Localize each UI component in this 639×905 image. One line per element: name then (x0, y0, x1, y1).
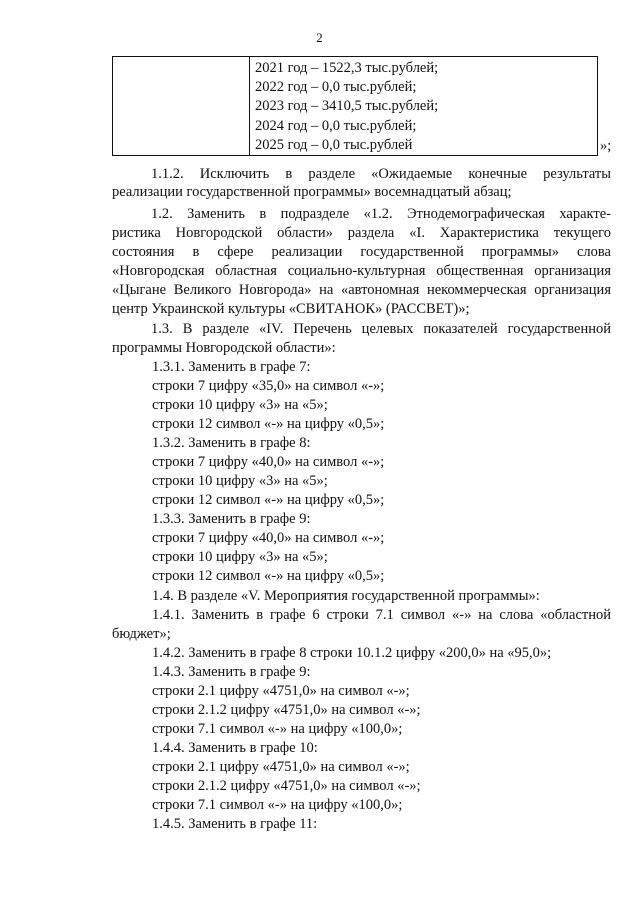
paragraph-line: 1.4.3. Заменить в графе 9: (152, 664, 311, 680)
table-cell-funding (255, 59, 438, 155)
paragraph-line: строки 7.1 символ «-» на цифру «100,0»; (152, 721, 403, 737)
paragraph-line: 1.4.2. Заменить в графе 8 строки 10.1.2 цифру «200,0» на «95,0»; (152, 645, 552, 661)
paragraph-line: 1.3.2. Заменить в графе 8: (152, 435, 311, 451)
paragraph-line: состояния в сфере реализации государственной программы» слова (112, 244, 611, 260)
paragraph-line: строки 12 символ «-» на цифру «0,5»; (152, 416, 385, 432)
paragraph-line: строки 10 цифру «3» на «5»; (152, 397, 328, 413)
paragraph-line: строки 2.1 цифру «4751,0» на символ «-»; (152, 683, 410, 699)
paragraph-line: реализации государственной программы» восемнадцатый абзац; (112, 184, 512, 200)
paragraph-line: 1.4.5. Заменить в графе 11: (152, 816, 318, 832)
paragraph-line: программы Новгородской области»: (112, 340, 336, 356)
funding-line-2023: 2023 год – 3410,5 тыс.рублей; (255, 98, 439, 115)
paragraph-line: 1.3.3. Заменить в графе 9: (152, 511, 311, 527)
paragraph-line: строки 7 цифру «40,0» на символ «-»; (152, 530, 385, 546)
funding-line-2024: 2024 год – 0,0 тыс.рублей; (255, 117, 417, 134)
paragraph-line: строки 12 символ «-» на цифру «0,5»; (152, 492, 385, 508)
budget-table (112, 56, 598, 156)
paragraph-line: «Цыгане Великого Новгорода» на «автономная некоммерческая организация (112, 282, 611, 298)
paragraph-line: строки 2.1.2 цифру «4751,0» на символ «-»; (152, 702, 421, 718)
paragraph-line: 1.1.2. Исключить в разделе «Ожидаемые конечные результаты (151, 166, 611, 182)
paragraph-line: строки 10 цифру «3» на «5»; (152, 473, 328, 489)
paragraph-line: строки 10 цифру «3» на «5»; (152, 549, 328, 565)
funding-line-2022: 2022 год – 0,0 тыс.рублей; (255, 79, 417, 96)
paragraph-line: строки 7 цифру «35,0» на символ «-»; (152, 378, 385, 394)
paragraph-line: строки 12 символ «-» на цифру «0,5»; (152, 568, 385, 584)
paragraph-line: 1.4. В разделе «V. Мероприятия государственной программы»: (152, 588, 540, 604)
table-column-divider (249, 57, 250, 155)
funding-line-2025: 2025 год – 0,0 тыс.рублей (255, 136, 413, 153)
paragraph-line: центр Украинской культуры «СВИТАНОК» (РАССВЕТ)»; (112, 301, 470, 317)
paragraph-line: «Новгородская областная социально-культурная общественная организация (112, 263, 611, 279)
paragraph-line: 1.4.4. Заменить в графе 10: (152, 740, 318, 756)
page-number: 2 (316, 30, 323, 45)
paragraph-line: бюджет»; (112, 626, 171, 642)
paragraph-line: 1.3. В разделе «IV. Перечень целевых показателей государственной (151, 321, 611, 337)
paragraph-line: строки 2.1 цифру «4751,0» на символ «-»; (152, 759, 410, 775)
paragraph-line: 1.4.1. Заменить в графе 6 строки 7.1 символ «-» на слова «областной (152, 607, 611, 623)
paragraph-line: строки 7.1 символ «-» на цифру «100,0»; (152, 797, 403, 813)
paragraph-line: строки 2.1.2 цифру «4751,0» на символ «-»; (152, 778, 421, 794)
paragraph-line: 1.2. Заменить в подразделе «1.2. Этнодемографическая характе- (151, 206, 611, 222)
funding-line-2021: 2021 год – 1522,3 тыс.рублей; (255, 60, 439, 76)
paragraph-line: строки 7 цифру «40,0» на символ «-»; (152, 454, 385, 470)
paragraph-line: ристика Новгородской области» раздела «I. Характеристика текущего (112, 225, 611, 241)
paragraph-line: 1.3.1. Заменить в графе 7: (152, 359, 311, 375)
table-closing-quote: »; (600, 138, 612, 154)
